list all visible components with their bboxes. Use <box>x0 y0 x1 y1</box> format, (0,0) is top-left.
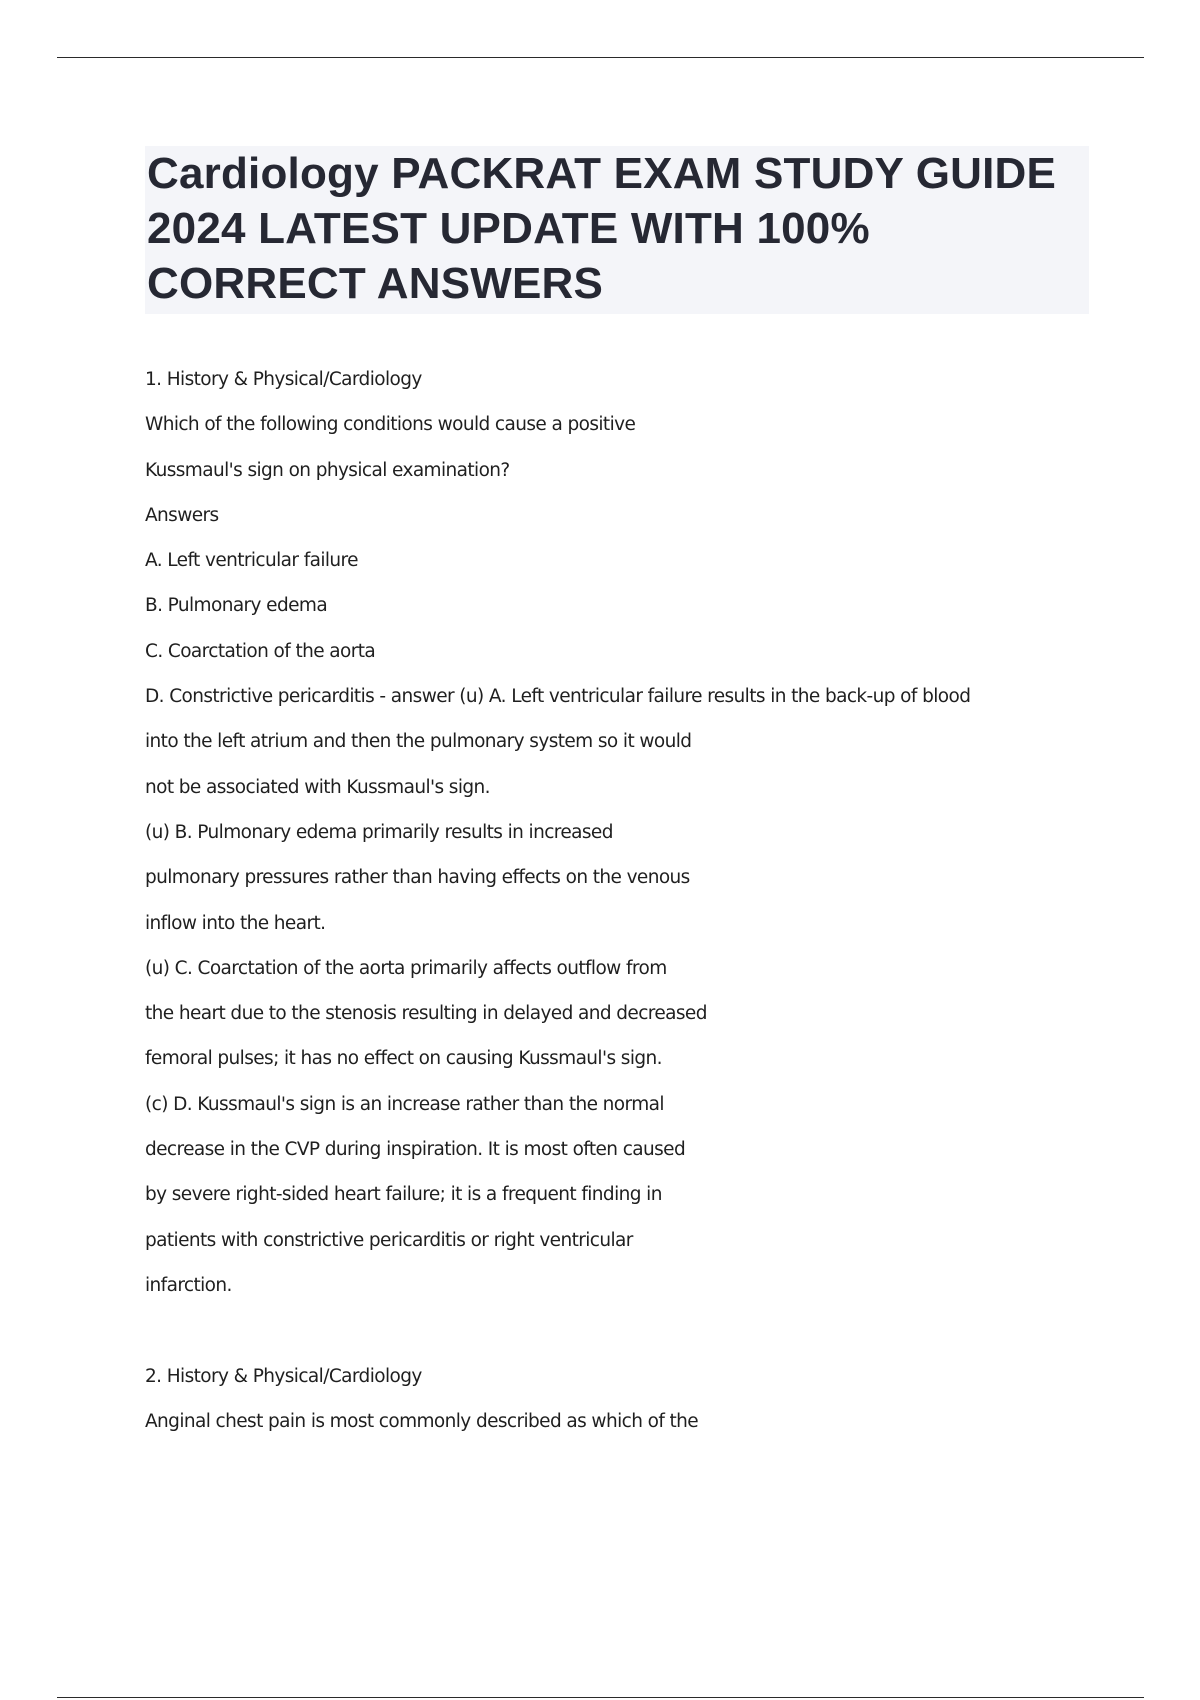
explanation-line: into the left atrium and then the pulmonary system so it would <box>145 731 692 753</box>
question-1-stem-line: Which of the following conditions would cause a positive <box>145 414 636 436</box>
explanation-line: decrease in the CVP during inspiration. It is most often caused <box>145 1139 686 1161</box>
document-title: Cardiology PACKRAT EXAM STUDY GUIDE 2024 LATEST UPDATE WITH 100% CORRECT ANSWERS <box>147 149 1057 308</box>
question-2-stem-line: Anginal chest pain is most commonly described as which of the <box>145 1410 699 1432</box>
answer-option-b: B. Pulmonary edema <box>145 595 328 617</box>
answer-option-a: A. Left ventricular failure <box>145 550 358 572</box>
title-banner <box>145 146 1089 314</box>
bottom-rule <box>57 1697 1144 1698</box>
explanation-line: not be associated with Kussmaul's sign. <box>145 776 490 798</box>
explanation-line: (u) B. Pulmonary edema primarily results in increased <box>145 821 613 843</box>
explanation-line: inflow into the heart. <box>145 912 326 934</box>
answers-label: Answers <box>145 504 219 526</box>
explanation-line: patients with constrictive pericarditis or right ventricular <box>145 1229 633 1251</box>
answer-option-c: C. Coarctation of the aorta <box>145 640 376 662</box>
explanation-line: femoral pulses; it has no effect on causing Kussmaul's sign. <box>145 1048 662 1070</box>
top-rule <box>57 57 1144 58</box>
explanation-line: (u) C. Coarctation of the aorta primarily affects outflow from <box>145 957 667 979</box>
question-1-stem-line: Kussmaul's sign on physical examination? <box>145 459 510 481</box>
answer-option-d: D. Constrictive pericarditis - answer (u) A. Left ventricular failure results in the back-up of blood <box>145 686 971 708</box>
document-body <box>145 357 1075 1444</box>
question-1-heading: 1. History & Physical/Cardiology <box>145 369 422 390</box>
explanation-line: (c) D. Kussmaul's sign is an increase rather than the normal <box>145 1093 664 1115</box>
explanation-line: infarction. <box>145 1274 232 1296</box>
question-2-heading: 2. History & Physical/Cardiology <box>145 1365 422 1387</box>
explanation-line: pulmonary pressures rather than having effects on the venous <box>145 867 690 889</box>
explanation-line: the heart due to the stenosis resulting in delayed and decreased <box>145 1003 707 1025</box>
section-spacer <box>145 1308 1075 1353</box>
explanation-line: by severe right-sided heart failure; it is a frequent finding in <box>145 1184 662 1206</box>
